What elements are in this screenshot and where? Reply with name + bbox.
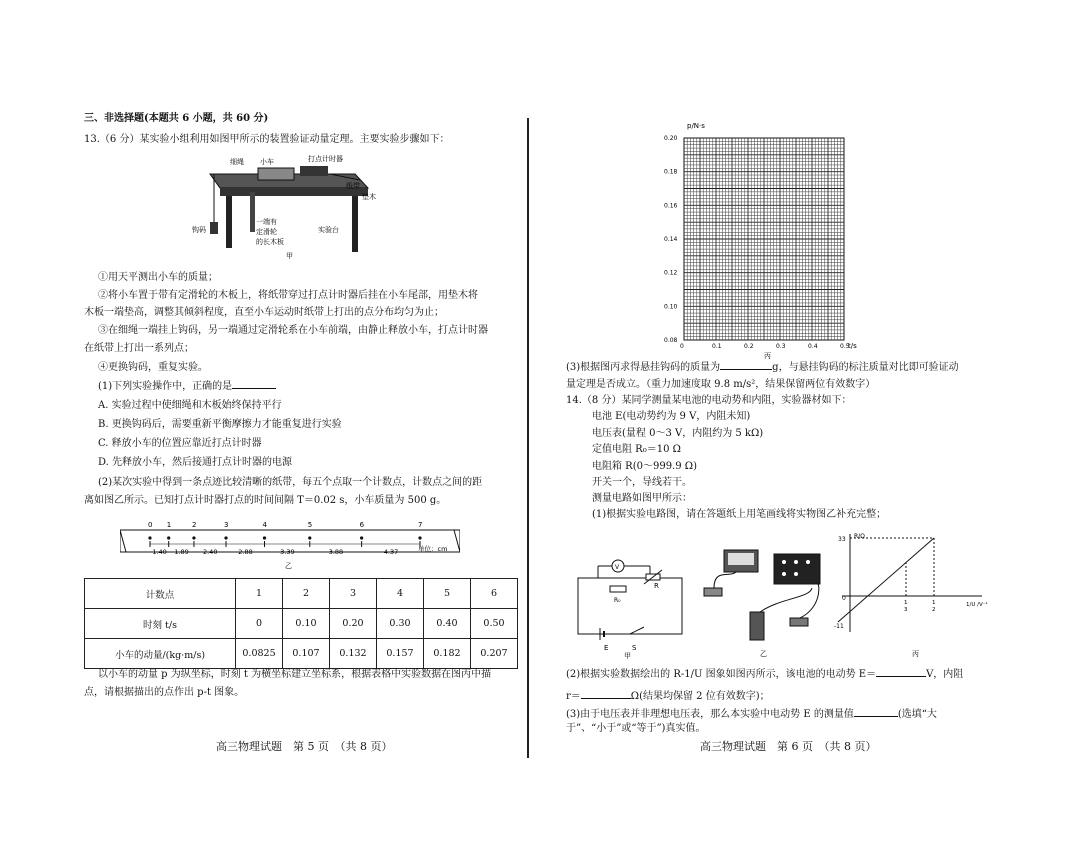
cell: 0: [236, 609, 283, 639]
label-rbox: R: [654, 582, 659, 590]
tape-dot: [308, 536, 311, 539]
label-rope: 细绳: [230, 158, 244, 166]
q14-part3-line2: 于”、“小于”或“等于”)真实值。: [566, 723, 706, 734]
graph-ylabel: p/N·s: [687, 122, 705, 130]
tape-dot: [263, 536, 266, 539]
figure-caption-a: 甲: [286, 252, 293, 260]
graph-ytick: 0.14: [664, 236, 678, 243]
graph-ytick: 0.16: [664, 202, 678, 210]
tape-caption: 乙: [285, 562, 292, 570]
section-title: 三、非选择题(本题共 6 小题，共 60 分): [84, 113, 269, 124]
circuit-caption-b: 乙: [760, 650, 767, 658]
tape-point-label: 6: [359, 521, 365, 529]
step-3-cont: 在纸带上打出一系列点；: [84, 343, 194, 354]
footer-left: 高三物理试题 第 5 页 （共 8 页）: [216, 740, 393, 753]
footer-right: 高三物理试题 第 6 页 （共 8 页）: [700, 740, 877, 753]
option-c: C. 释放小车的位置应靠近打点计时器: [98, 438, 262, 449]
graph-ytick: 0.20: [664, 135, 678, 142]
equipment-5: 开关一个，导线若干。: [592, 477, 692, 488]
tape-unit: 单位：cm: [418, 545, 448, 553]
q14-part2-line2: [566, 690, 770, 703]
step-2-cont: 木板一端垫高，调整其倾斜程度，直至小车运动时纸带上打出的点分布均匀为止；: [84, 307, 444, 318]
equipment-3: 定值电阻 R₀＝10 Ω: [592, 444, 681, 455]
label-board2: 定滑轮: [256, 228, 277, 236]
pt-graph: [662, 118, 862, 362]
cell: 0.0825: [236, 639, 283, 669]
equipment-1: 电池 E(电动势约为 9 V，内阻未知): [592, 411, 751, 422]
graph-xtick: 0.3: [776, 343, 786, 350]
q14-2-text3: r＝: [566, 691, 581, 702]
q14-3-text1: (3)由于电压表并非理想电压表，那么本实验中电动势 E 的测量值: [566, 709, 854, 720]
question-2-line1: (2)某次实验中得到一条点迹比较清晰的纸带，每五个点取一个计数点，计数点之间的距: [98, 477, 483, 488]
label-voltmeter: V: [615, 564, 620, 571]
cell: 1: [236, 579, 283, 609]
after-table-line2: 点，请根据描出的点作出 p-t 图象。: [84, 687, 245, 698]
cell: 4: [377, 579, 424, 609]
label-cart: 小车: [260, 158, 274, 166]
q14-2-text4: Ω(结果均保留 2 位有效数字)；: [630, 691, 770, 702]
tape-gap-label: 1.89: [174, 548, 189, 556]
components-sketch: [700, 548, 830, 660]
rgraph-x1: 1: [904, 600, 908, 606]
rgraph-y-bottom: -11: [834, 623, 844, 630]
option-b: B. 更换钩码后，需要重新平衡摩擦力才能重复进行实验: [98, 419, 342, 430]
tape-gap-label: 2.88: [238, 548, 253, 556]
after-table-line1: 以小车的动量 p 为纵坐标，时刻 t 为横坐标建立坐标系，根据表格中实验数据在图丙中描: [98, 669, 492, 680]
graph-ytick: 0.10: [664, 303, 678, 311]
q14-stem: 14.（8 分）某同学测量某电池的电动势和内阻，实验器材如下：: [566, 395, 852, 406]
q14-part2: [566, 668, 963, 681]
cell: 0.20: [330, 609, 377, 639]
tape-dot: [360, 536, 363, 539]
cell: 0.10: [283, 609, 330, 639]
equipment-4: 电阻箱 R(0～999.9 Ω): [592, 461, 697, 472]
tape-point-label: 1: [166, 521, 172, 529]
cell: 0.132: [330, 639, 377, 669]
row-label-time: 时刻 t/s: [85, 609, 236, 639]
apparatus-figure: [190, 152, 380, 264]
cell: 0.207: [471, 639, 518, 669]
cell: 0.30: [377, 609, 424, 639]
rgraph-y-top: 33: [838, 536, 846, 543]
option-a: A. 实验过程中使细绳和木板始终保持平行: [98, 400, 282, 411]
tape-dot: [148, 536, 151, 539]
q3-text1: (3)根据图丙求得悬挂钩码的质量为: [566, 362, 721, 373]
tape-figure: [120, 518, 460, 570]
row-label-momentum: 小车的动量/(kg·m/s): [85, 639, 236, 669]
rgraph-xlabel: 1/U /V⁻¹: [966, 602, 988, 608]
label-tape: 纸带: [346, 182, 360, 190]
cell: 6: [471, 579, 518, 609]
rgraph-x2: 1: [932, 600, 936, 606]
graph-caption: 丙: [764, 352, 771, 360]
circuit-caption-c: 丙: [912, 650, 919, 658]
step-1: ①用天平测出小车的质量；: [98, 272, 218, 283]
label-board3: 的长木板: [256, 238, 284, 246]
cell: 0.107: [283, 639, 330, 669]
tape-dot: [224, 536, 227, 539]
equipment-2: 电压表(量程 0～3 V，内阻约为 5 kΩ): [592, 428, 764, 439]
tape-gap-label: 4.37: [383, 548, 399, 556]
label-s: S: [632, 644, 637, 652]
question-1: [98, 380, 276, 393]
tape-point-label: 0: [148, 521, 153, 529]
step-4: ④更换钩码，重复实验。: [98, 362, 208, 373]
data-table: [84, 578, 518, 669]
question-2-line2: 离如图乙所示。已知打点计时器打点的时间间隔 T＝0.02 s，小车质量为 500 g。: [84, 495, 447, 506]
r-graph: [832, 530, 996, 660]
graph-ytick: 0.18: [664, 168, 678, 176]
cell: 0.157: [377, 639, 424, 669]
answer-blank: [720, 369, 772, 370]
answer-blank: [232, 388, 276, 389]
graph-xtick: 0.5: [840, 343, 850, 350]
answer-blank: [581, 698, 631, 699]
tape-dot: [167, 536, 170, 539]
q3-line2: 量定理是否成立。（重力加速度取 9.8 m/s²，结果保留两位有效数字）: [566, 379, 876, 390]
equipment-6: 测量电路如图甲所示：: [592, 493, 692, 504]
q14-2-text1: (2)根据实验数据绘出的 R-1/U 图象如图丙所示，该电池的电动势 E＝: [566, 669, 877, 680]
label-hook: 钩码: [192, 226, 206, 234]
step-3: ③在细绳一端挂上钩码，另一端通过定滑轮系在小车前端，由静止释放小车，打点计时器: [98, 325, 488, 336]
rgraph-x1d: 3: [904, 607, 908, 613]
graph-xlabel: t/s: [848, 342, 857, 350]
tape-point-label: 3: [224, 521, 229, 529]
tape-gap-label: 3.39: [280, 548, 295, 556]
q14-2-text2: V，内阻: [926, 669, 964, 680]
table-row-momenta: [85, 639, 518, 669]
row-label-points: 计数点: [85, 579, 236, 609]
graph-ytick: 0.08: [664, 337, 678, 344]
graph-xtick: 0.4: [808, 343, 818, 350]
step-2: ②将小车置于带有定滑轮的木板上，将纸带穿过打点计时器后挂在小车尾部，用垫木将: [98, 290, 478, 301]
cell: 0.182: [424, 639, 471, 669]
tape-point-label: 4: [262, 521, 267, 529]
cell: 3: [330, 579, 377, 609]
table-row-times: [85, 609, 518, 639]
label-board1: 一端有: [256, 218, 277, 226]
page-divider: [527, 118, 529, 758]
q13-stem: 13.（6 分）某实验小组利用如图甲所示的装置验证动量定理。主要实验步骤如下：: [84, 134, 450, 145]
cell: 0.40: [424, 609, 471, 639]
rgraph-ylabel: R/Ω: [854, 533, 865, 540]
cell: 0.50: [471, 609, 518, 639]
q14-part3: [566, 708, 937, 721]
tape-dot: [192, 536, 195, 539]
graph-xtick: 0.1: [712, 343, 722, 350]
answer-blank: [854, 716, 898, 717]
cell: 2: [283, 579, 330, 609]
option-d: D. 先释放小车，然后接通打点计时器的电源: [98, 457, 293, 468]
tape-gap-label: 2.40: [202, 548, 218, 556]
cell: 5: [424, 579, 471, 609]
q14-part1: (1)根据实验电路图，请在答题纸上用笔画线将实物图乙补充完整；: [592, 509, 887, 520]
rgraph-x2d: 2: [932, 607, 936, 613]
tape-dot: [418, 536, 421, 539]
label-e: E: [604, 644, 609, 652]
label-table: 实验台: [318, 226, 339, 234]
question-1-text: (1)下列实验操作中，正确的是: [98, 381, 233, 392]
graph-xtick: 0.2: [744, 343, 754, 350]
graph-ytick: 0.12: [664, 269, 678, 277]
circuit-caption-a: 甲: [624, 652, 631, 660]
answer-blank: [876, 676, 926, 677]
table-row-points: [85, 579, 518, 609]
circuit-diagram: [570, 552, 690, 660]
label-timer: 打点计时器: [308, 155, 343, 163]
label-block: 垫木: [362, 193, 376, 201]
tape-gap-label: 3.88: [328, 548, 344, 556]
tape-point-label: 7: [418, 521, 423, 529]
tape-point-label: 2: [191, 521, 197, 529]
rgraph-y-origin: 0: [842, 595, 846, 602]
q3-text2: g，与悬挂钩码的标注质量对比即可验证动: [772, 362, 959, 373]
graph-xtick: 0: [680, 343, 684, 350]
question-3: [566, 361, 959, 374]
tape-gap-label: 1.40: [152, 548, 167, 556]
q14-3-text2: (选填“大: [897, 709, 937, 720]
tape-point-label: 5: [307, 521, 313, 529]
label-r0: R₀: [614, 597, 621, 604]
